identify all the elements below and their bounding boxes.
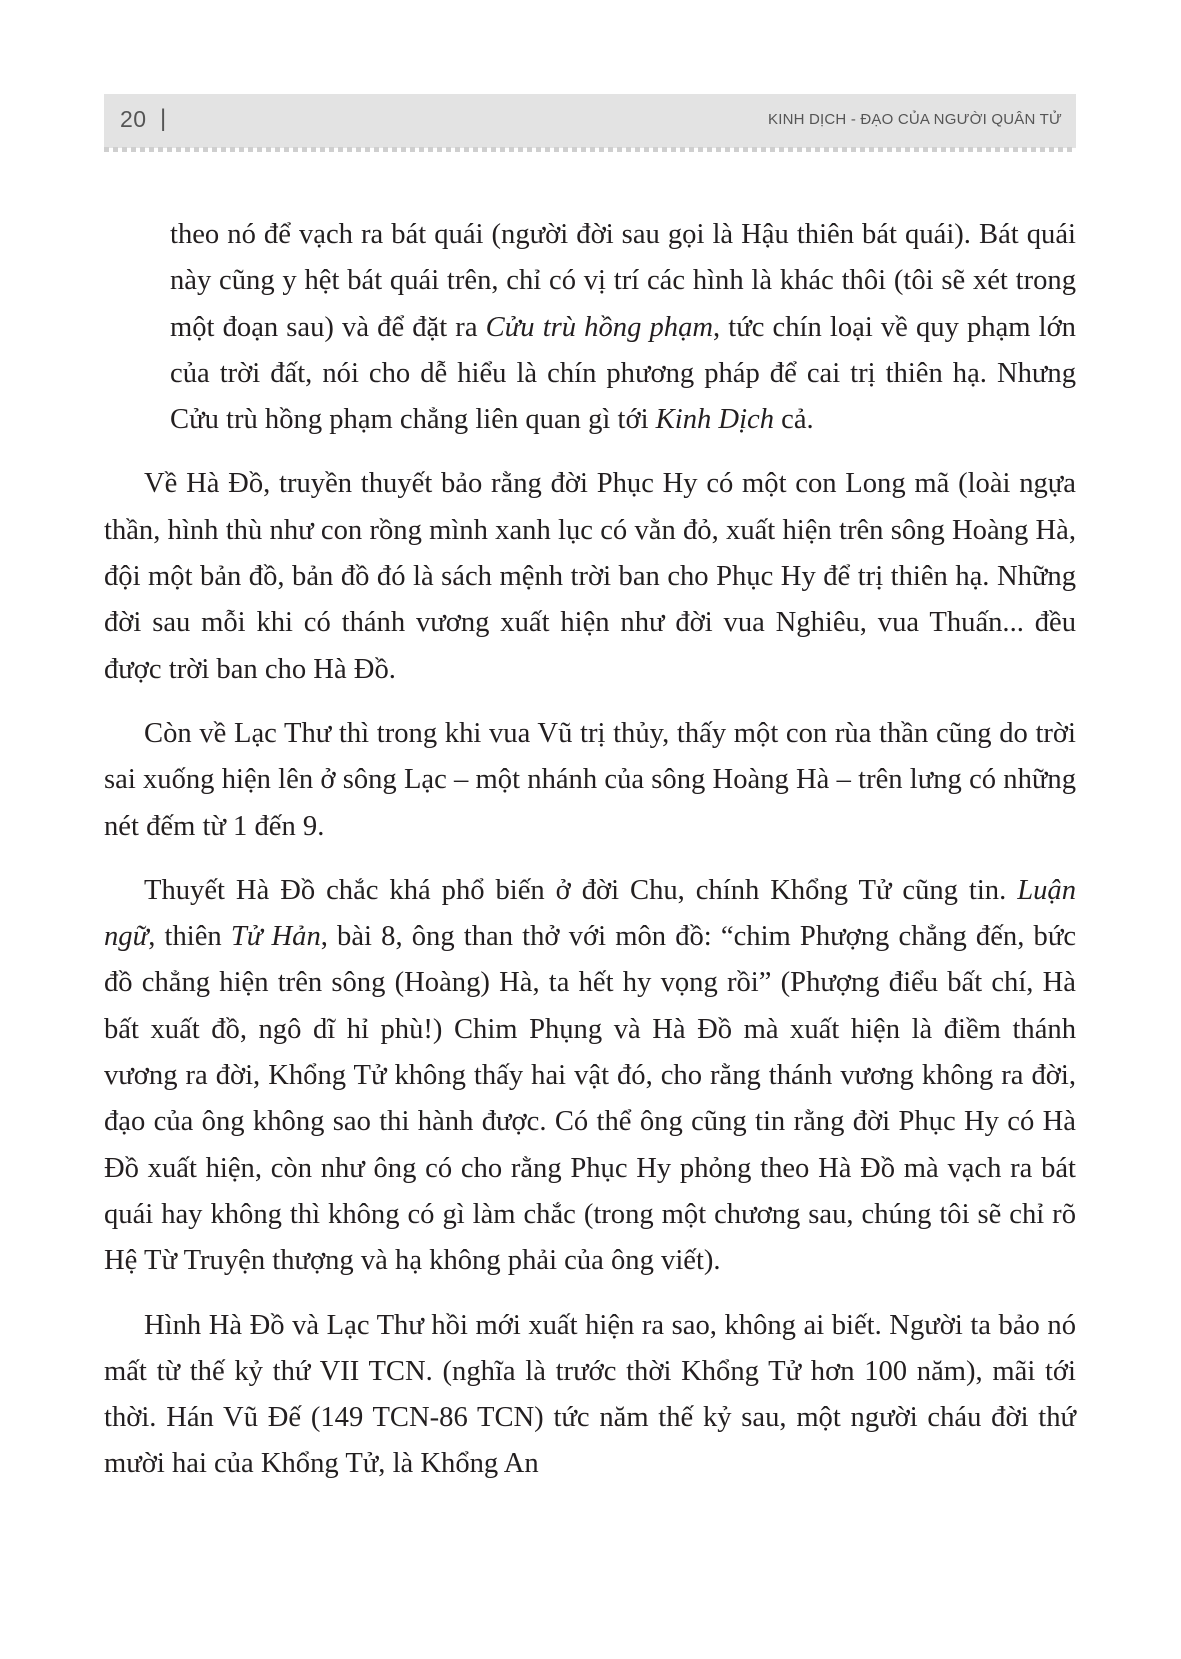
italic-title: Cửu trù hồng phạm xyxy=(485,311,714,343)
text-run: Thuyết Hà Đồ chắc khá phổ biến ở đời Chu, chính Khổng Tử cũng tin. xyxy=(144,874,1018,906)
paragraph-hinh-ha-do: Hình Hà Đồ và Lạc Thư hồi mới xuất hiện ra sao, không ai biết. Người ta bảo nó mất từ thế kỷ thứ VII TCN. (nghĩa là trước thời Khổng Tử hơn 100 năm), mãi tới thời. Hán Vũ Đế (149 TCN-86 TCN) tức năm thế kỷ sau, một người cháu đời thứ mười hai của Khổng Tử, là Khổng An xyxy=(104,1309,1076,1480)
paragraph-khong-tu xyxy=(104,868,1076,1285)
running-header xyxy=(104,94,1076,148)
text-run: , thiên xyxy=(148,921,231,953)
text-run: , bài 8, ông than thở với môn đồ: “chim Phượng chẳng đến, bức đồ chẳng hiện trên sông (Hoàng) Hà, ta hết hy vọng rồi” (Phượng điểu bất chí, Hà bất xuất đồ, ngô dĩ hỉ phù!) Chim Phụng và Hà Đồ mà xuất hiện là điềm thánh vương ra đời, Khổng Tử không thấy hai vật đó, cho rằng thánh vương không ra đời, đạo của ông không sao thi hành được. Có thể ông cũng tin rằng đời Phục Hy có Hà Đồ xuất hiện, còn như ông có cho rằng Phục Hy phỏng theo Hà Đồ mà vạch ra bát quái hay không thì không có gì làm chắc (trong một chương sau, chúng tôi sẽ chỉ rõ Hệ Từ Truyện thượng và hạ không phải của ông viết). xyxy=(104,921,1077,1277)
running-title: KINH DỊCH - ĐẠO CỦA NGƯỜI QUÂN TỬ xyxy=(768,111,1062,128)
text-run: cả. xyxy=(774,404,814,436)
page-number: 20 xyxy=(120,106,147,132)
italic-title: Kinh Dịch xyxy=(655,404,775,436)
paragraph-ha-do: Về Hà Đồ, truyền thuyết bảo rằng đời Phục Hy có một con Long mã (loài ngựa thần, hình thù như con rồng mình xanh lục có vằn đỏ, xuất hiện trên sông Hoàng Hà, đội một bản đồ, bản đồ đó là sách mệnh trời ban cho Phục Hy để trị thiên hạ. Những đời sau mỗi khi có thánh vương xuất hiện như đời vua Nghiêu, vua Thuấn... đều được trời ban cho Hà Đồ. xyxy=(104,468,1076,685)
header-separator: | xyxy=(160,105,167,132)
italic-title: Luận ngữ xyxy=(104,874,1076,953)
page-body xyxy=(104,212,1076,1488)
text-run: theo nó để vạch ra bát quái (người đời sau gọi là Hậu thiên bát quái). Bát quái này cũng y hệt bát quái trên, chỉ có vị trí các hình là khác thôi (tôi sẽ xét trong một đoạn sau) và để đặt ra xyxy=(170,219,1076,343)
paragraph-continuation xyxy=(104,212,1076,443)
paragraph-lac-thu: Còn về Lạc Thư thì trong khi vua Vũ trị thủy, thấy một con rùa thần cũng do trời sai xuống hiện lên ở sông Lạc – một nhánh của sông Hoàng Hà – trên lưng có những nét đếm từ 1 đến 9. xyxy=(104,717,1076,842)
text-run: , tức chín loại về quy phạm lớn của trời đất, nói cho dễ hiểu là chín phương pháp để cai trị thiên hạ. Nhưng Cửu trù hồng phạm chẳng liên quan gì tới xyxy=(170,311,1076,436)
italic-title: Tử Hản xyxy=(230,921,321,953)
